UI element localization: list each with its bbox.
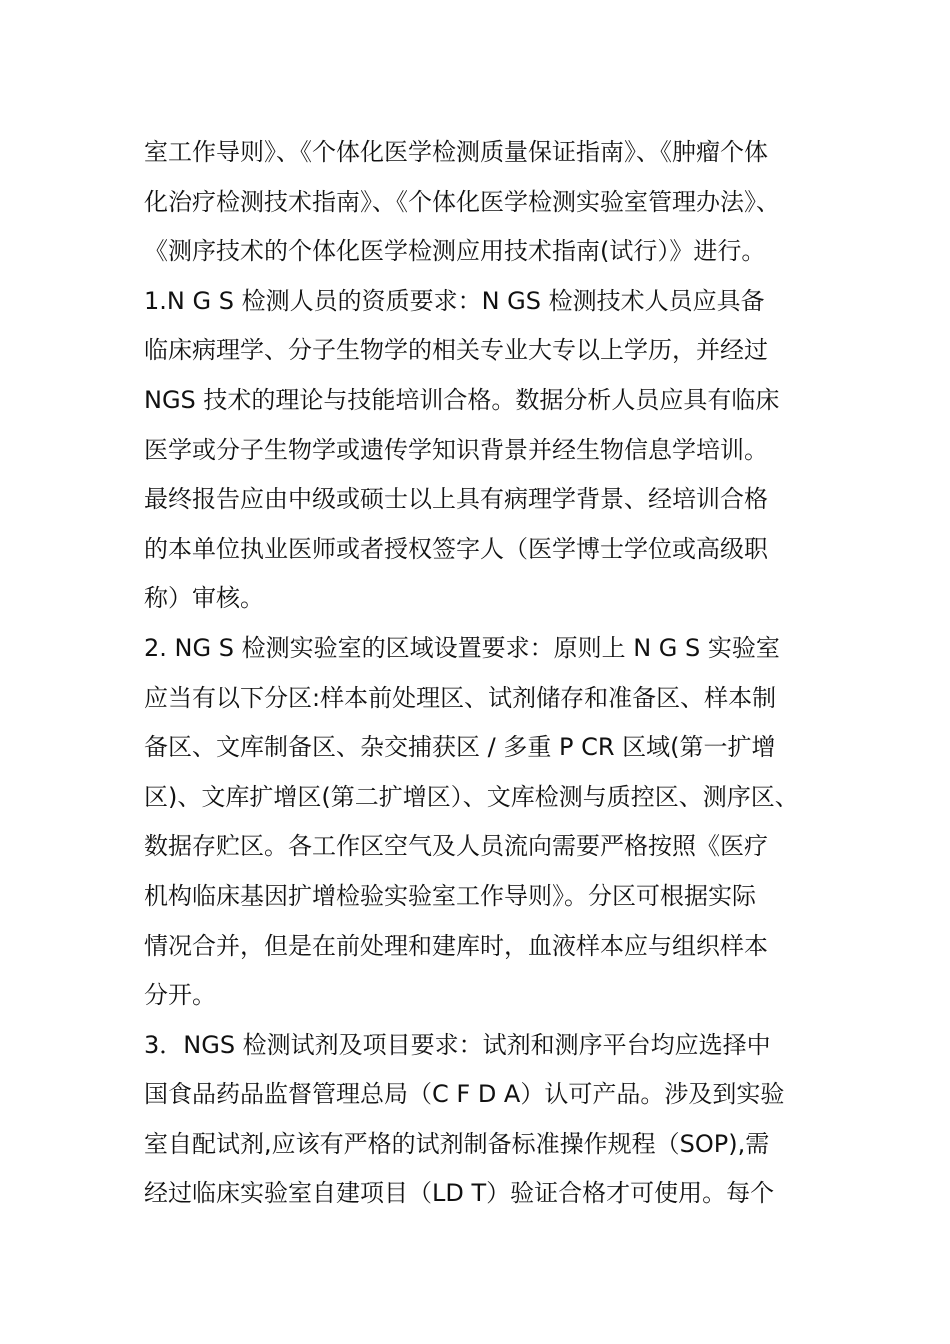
text-line-13: 备区、文库制备区、杂交捕获区 / 多重 P CR 区域(第一扩增: [144, 733, 776, 762]
text-line-4: 1.N G S 检测人员的资质要求：N GS 检测技术人员应具备: [144, 286, 765, 315]
text-line-1: 室工作导则》、《个体化医学检测质量保证指南》、《肿瘤个体: [144, 138, 768, 166]
text-line-12: 应当有以下分区:样本前处理区、试剂储存和准备区、样本制: [144, 683, 777, 712]
text-line-3: 《测序技术的个体化医学检测应用技术指南(试行）》进行。: [144, 237, 766, 266]
text-line-15: 数据存贮区。各工作区空气及人员流向需要严格按照《医疗: [144, 832, 768, 861]
text-line-18: 分开。: [144, 981, 216, 1010]
text-line-8: 最终报告应由中级或硕士以上具有病理学背景、经培训合格: [144, 485, 768, 514]
text-line-10: 称）审核。: [144, 584, 264, 613]
text-line-11: 2. NG S 检测实验室的区域设置要求：原则上 N G S 实验室: [144, 633, 780, 662]
body-text: [144, 128, 824, 1219]
text-line-7: 医学或分子生物学或遗传学知识背景并经生物信息学培训。: [144, 435, 768, 464]
text-line-16: 机构临床基因扩增检验实验室工作导则》。分区可根据实际: [144, 881, 756, 910]
text-line-21: 室自配试剂,应该有严格的试剂制备标准操作规程（SOP),需: [144, 1129, 770, 1158]
text-line-5: 临床病理学、分子生物学的相关专业大专以上学历，并经过: [144, 336, 768, 365]
text-line-17: 情况合并，但是在前处理和建库时，血液样本应与组织样本: [144, 931, 768, 960]
text-line-19: 3．NGS 检测试剂及项目要求：试剂和测序平台均应选择中: [144, 1030, 771, 1059]
text-line-20: 国食品药品监督管理总局（C F D A）认可产品。涉及到实验: [144, 1080, 785, 1109]
text-line-6: NGS 技术的理论与技能培训合格。数据分析人员应具有临床: [144, 385, 780, 414]
text-line-14: 区)、文库扩增区(第二扩增区）、文库检测与质控区、测序区、: [144, 782, 799, 811]
text-line-2: 化治疗检测技术指南》、《个体化医学检测实验室管理办法》、: [144, 187, 780, 216]
text-line-9: 的本单位执业医师或者授权签字人（医学博士学位或高级职: [144, 534, 768, 563]
text-line-22: 经过临床实验室自建项目（LD T）验证合格才可使用。每个: [144, 1179, 775, 1208]
